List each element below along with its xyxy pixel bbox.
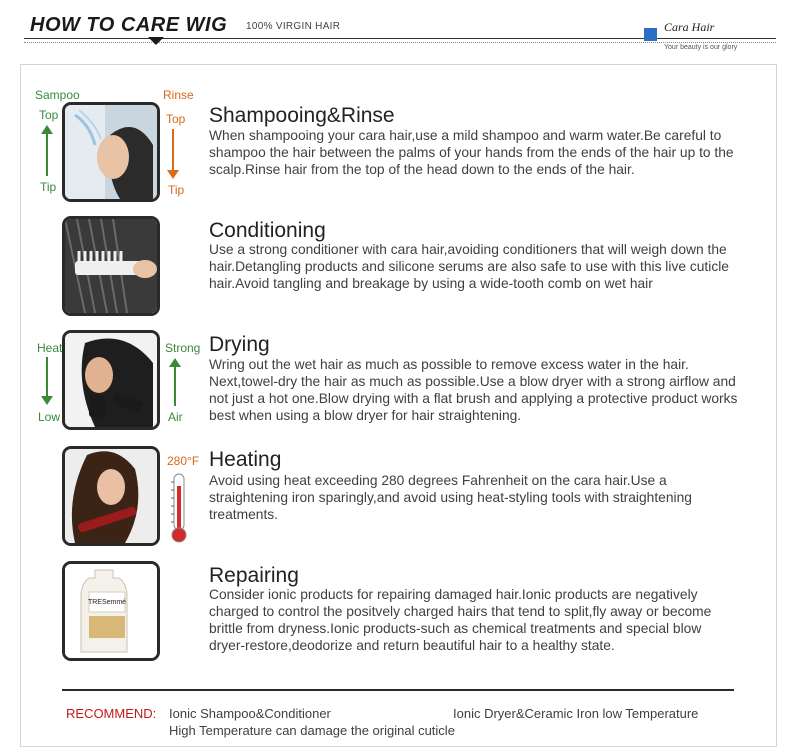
up-arrow-icon <box>40 124 54 178</box>
section-title: Drying <box>209 333 270 356</box>
bottle-label: TRESemmé <box>87 599 127 606</box>
thermometer-icon <box>169 472 189 544</box>
low-label: Low <box>38 410 61 424</box>
header-divider-dotted <box>24 42 776 43</box>
repairing-photo <box>62 561 160 661</box>
page-subtitle: 100% VIRGIN HAIR <box>246 21 341 32</box>
section-body: When shampooing your cara hair,use a mild shampoo and warm water.Be careful to shampoo the hair between the palms of your hands from the ends of the hair up to the scalp.Rinse hair from the top of the head down to the ends of the hair. <box>209 128 734 177</box>
conditioning-photo <box>62 216 160 316</box>
header-notch-icon <box>148 37 164 45</box>
rinse-tip-label: Tip <box>168 183 185 197</box>
page-title: HOW TO CARE WIG <box>30 14 228 36</box>
section-title: Conditioning <box>209 219 326 242</box>
brand-logo: Cara Hair <box>664 20 715 34</box>
rinse-label: Rinse <box>163 88 194 102</box>
down-arrow-icon <box>40 356 54 406</box>
recommend-item: Ionic Shampoo&Conditioner <box>169 706 331 721</box>
brand-tagline: Your beauty is our glory <box>664 44 738 51</box>
section-body: Consider ionic products for repairing damaged hair.Ionic products are negatively charged to control the positvely charged hairs that tend to split,fly away or become brittle from dryness.Ionic products-such as chemical treatments and special blow dryer-restore,deodorize and return beautiful hair to a healthy state. <box>209 587 712 653</box>
heating-photo <box>62 446 160 546</box>
up-arrow-icon <box>168 357 182 407</box>
section-title: Repairing <box>209 564 299 587</box>
shampoo-top-label: Top <box>39 108 59 122</box>
temperature-label: 280°F <box>167 454 200 468</box>
section-title: Heating <box>209 448 282 471</box>
heat-label: Heat <box>37 341 63 355</box>
section-body: Avoid using heat exceeding 280 degrees Fahrenheit on the cara hair.Use a straightening iron sparingly,and avoid using heat-styling tools with straightening treatments. <box>209 473 692 522</box>
recommend-item: High Temperature can damage the original cuticle <box>169 723 455 738</box>
drying-photo <box>62 330 160 430</box>
rinse-top-label: Top <box>166 112 186 126</box>
section-body: Wring out the wet hair as much as possible to remove excess water in the hair. Next,towel-dry the hair as much as possible.Use a blow dryer with a strong airflow and not just a hot one.Blow drying with a flat brush and applying a protective product works best when using a blow dryer for hair straightening. <box>209 357 738 423</box>
brand-square-icon <box>644 28 657 41</box>
strong-label: Strong <box>165 341 201 355</box>
header-divider <box>24 38 776 39</box>
shampoo-photo <box>62 102 160 202</box>
section-body: Use a strong conditioner with cara hair,avoiding conditioners that will weigh down the hair.Detangling products and silicone serums are also safe to use with this live cuticle hair.Avoid tangling and breakage by using a wide-tooth comb on wet hair <box>209 242 729 291</box>
shampoo-label: Sampoo <box>35 88 80 102</box>
down-arrow-icon <box>166 128 180 180</box>
recommend-item: Ionic Dryer&Ceramic Iron low Temperature <box>453 706 699 721</box>
section-title: Shampooing&Rinse <box>209 104 395 127</box>
bottom-divider <box>62 689 734 691</box>
recommend-label: RECOMMEND: <box>66 706 157 721</box>
shampoo-tip-label: Tip <box>40 180 57 194</box>
air-label: Air <box>168 410 183 424</box>
